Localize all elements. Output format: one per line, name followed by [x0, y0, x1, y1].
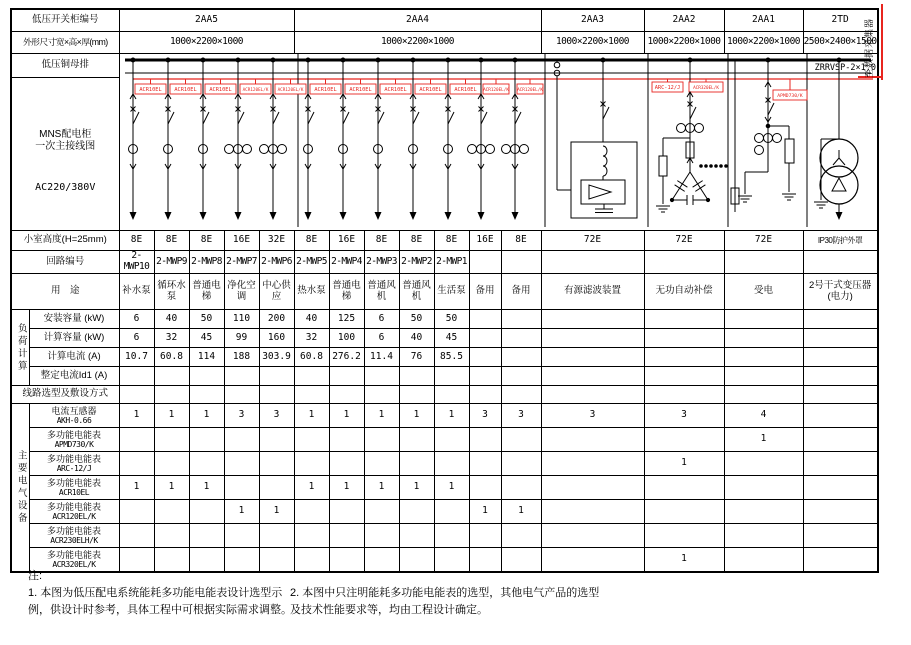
svg-text:ACR10EL: ACR10EL — [174, 86, 197, 93]
equipment-label: 多功能电能表 ACR120EL/K — [29, 500, 119, 524]
setting-current-value — [224, 367, 259, 386]
equipment-count-value: 1 — [189, 404, 224, 428]
equipment-label: 多功能电能表 ACR320EL/K — [29, 548, 119, 572]
equipment-count-value — [541, 500, 644, 524]
row-label-calc-current: 计算电流 (A) — [29, 348, 119, 367]
equipment-label: 多功能电能表 ACR10EL — [29, 476, 119, 500]
cell-height-value: 16E — [224, 231, 259, 251]
installed-value — [501, 310, 541, 329]
line-selection-value — [329, 386, 364, 404]
cabinet-size: 1000×2200×1000 — [644, 31, 724, 53]
equipment-count-value — [154, 500, 189, 524]
equipment-count-value — [294, 524, 329, 548]
usage-value: 无功自动补偿 — [644, 274, 724, 310]
line-selection-value — [119, 386, 154, 404]
circuit-no-value: 2-MWP3 — [364, 251, 399, 274]
equipment-count-value: 1 — [724, 428, 803, 452]
equipment-count-value: 3 — [541, 404, 644, 428]
equipment-count-value: 3 — [469, 404, 501, 428]
collector-label: 至数据采集器 — [864, 17, 874, 78]
setting-current-value — [329, 367, 364, 386]
installed-value: 50 — [399, 310, 434, 329]
equipment-count-value — [501, 452, 541, 476]
equipment-count-value — [154, 452, 189, 476]
equipment-count-value: 1 — [399, 476, 434, 500]
installed-value — [469, 310, 501, 329]
cabinet-name: 2AA1 — [724, 9, 803, 31]
usage-value: 生活泵 — [434, 274, 469, 310]
equipment-count-value — [644, 428, 724, 452]
row-label-installed: 安装容量 (kW) — [29, 310, 119, 329]
usage-value: 中心供应 — [259, 274, 294, 310]
equipment-count-value — [119, 452, 154, 476]
cabinet-name: 2AA3 — [541, 9, 644, 31]
circuit-no-value: 2-MWP4 — [329, 251, 364, 274]
line-selection-value — [644, 386, 724, 404]
cabinet-size: 1000×2200×1000 — [541, 31, 644, 53]
equipment-count-value: 1 — [224, 500, 259, 524]
equipment-count-value: 1 — [364, 476, 399, 500]
equipment-count-value: 1 — [644, 548, 724, 572]
line-selection-value — [434, 386, 469, 404]
usage-value: 备用 — [469, 274, 501, 310]
row-label-cabinet-no: 低压开关柜编号 — [11, 9, 119, 31]
equipment-count-value — [224, 428, 259, 452]
equipment-count-value — [399, 452, 434, 476]
equipment-count-value — [803, 548, 878, 572]
setting-current-value — [724, 367, 803, 386]
circuit-no-value: 2-MWP2 — [399, 251, 434, 274]
equipment-count-value: 1 — [501, 500, 541, 524]
equipment-count-value — [399, 428, 434, 452]
line-selection-value — [364, 386, 399, 404]
usage-value: 普通电梯 — [189, 274, 224, 310]
equipment-count-value — [329, 452, 364, 476]
equipment-count-value — [259, 452, 294, 476]
collector-drop-line — [881, 4, 883, 80]
calc-current-value: 60.8 — [294, 348, 329, 367]
equipment-count-value — [329, 548, 364, 572]
cell-height-value: 8E — [364, 231, 399, 251]
equipment-count-value: 1 — [364, 404, 399, 428]
equipment-count-value — [434, 500, 469, 524]
svg-text:ACR10EL: ACR10EL — [209, 86, 232, 93]
calc-capacity-value: 40 — [399, 329, 434, 348]
equipment-count-value: 1 — [154, 476, 189, 500]
cell-height-value: 8E — [399, 231, 434, 251]
svg-text:ACR120EL/K: ACR120EL/K — [517, 87, 544, 93]
cabinet-size: 1000×2200×1000 — [294, 31, 541, 53]
usage-value: 普通风机 — [399, 274, 434, 310]
equipment-label: 多功能电能表 ARC-12/J — [29, 452, 119, 476]
equipment-count-value — [644, 524, 724, 548]
calc-capacity-value — [724, 329, 803, 348]
usage-value: 循环水泵 — [154, 274, 189, 310]
calc-capacity-value — [469, 329, 501, 348]
installed-value — [644, 310, 724, 329]
cabinet-size: 2500×2400×1500 — [803, 31, 878, 53]
circuit-no-value — [803, 251, 878, 274]
line-selection-value — [154, 386, 189, 404]
setting-current-value — [259, 367, 294, 386]
single-line-diagram-cell — [119, 53, 878, 231]
equipment-count-value: 1 — [294, 404, 329, 428]
equipment-count-value — [329, 524, 364, 548]
equipment-count-value — [469, 548, 501, 572]
calc-current-value — [803, 348, 878, 367]
row-label-busbar: 低压铜母排 — [11, 53, 119, 78]
equipment-count-value: 3 — [224, 404, 259, 428]
line-selection-value — [469, 386, 501, 404]
svg-text:ACR120EL/K: ACR120EL/K — [242, 87, 269, 93]
row-label-mns: MNS配电柜 一次主接线图 AC220/380V — [11, 78, 119, 231]
equipment-label: 多功能电能表 ACR230ELH/K — [29, 524, 119, 548]
installed-value — [541, 310, 644, 329]
row-label-cell-height: 小室高度(H=25mm) — [11, 231, 119, 251]
svg-text:ACR10EL: ACR10EL — [139, 86, 162, 93]
single-line-diagram — [123, 54, 873, 227]
calc-current-value — [644, 348, 724, 367]
equipment-count-value — [724, 452, 803, 476]
usage-value: 有源滤波装置 — [541, 274, 644, 310]
setting-current-value — [469, 367, 501, 386]
equipment-count-value — [434, 548, 469, 572]
calc-capacity-value — [803, 329, 878, 348]
calc-capacity-value: 45 — [189, 329, 224, 348]
installed-value: 50 — [189, 310, 224, 329]
equipment-count-value: 3 — [644, 404, 724, 428]
equipment-label: 电流互感器 AKH-0.66 — [29, 404, 119, 428]
calc-current-value: 276.2 — [329, 348, 364, 367]
cell-height-value: 8E — [189, 231, 224, 251]
circuit-no-value: 2-MWP9 — [154, 251, 189, 274]
group-label-main-equipment: 主要电气设备 — [11, 404, 29, 572]
row-label-line-selection: 线路选型及敷设方式 — [11, 386, 119, 404]
equipment-count-value — [469, 428, 501, 452]
cell-height-value: 8E — [154, 231, 189, 251]
svg-text:ARC-12/J: ARC-12/J — [654, 84, 681, 91]
svg-text:ACR10EL: ACR10EL — [419, 86, 442, 93]
installed-value: 200 — [259, 310, 294, 329]
equipment-count-value — [434, 524, 469, 548]
line-selection-value — [501, 386, 541, 404]
setting-current-value — [541, 367, 644, 386]
equipment-count-value — [364, 428, 399, 452]
equipment-count-value — [469, 452, 501, 476]
equipment-count-value — [541, 524, 644, 548]
cabinet-name: 2TD — [803, 9, 878, 31]
notes-block-1 — [28, 568, 298, 619]
equipment-count-value: 1 — [434, 404, 469, 428]
calc-capacity-value: 99 — [224, 329, 259, 348]
cell-height-value: 72E — [724, 231, 803, 251]
cabinet-name: 2AA5 — [119, 9, 294, 31]
equipment-count-value: 1 — [434, 476, 469, 500]
cell-height-value: 32E — [259, 231, 294, 251]
svg-text:ACR120EL/K: ACR120EL/K — [483, 87, 510, 93]
calc-current-value: 188 — [224, 348, 259, 367]
cell-height-value: 72E — [541, 231, 644, 251]
usage-value: 2号干式变压器(电力) — [803, 274, 878, 310]
installed-value — [803, 310, 878, 329]
circuit-no-value: 2-MWP8 — [189, 251, 224, 274]
equipment-count-value — [224, 476, 259, 500]
equipment-count-value — [399, 500, 434, 524]
equipment-count-value — [364, 548, 399, 572]
equipment-count-value: 3 — [259, 404, 294, 428]
equipment-count-value — [364, 524, 399, 548]
equipment-count-value: 1 — [119, 476, 154, 500]
notes-heading: 注: — [28, 570, 43, 582]
setting-current-value — [501, 367, 541, 386]
cell-height-value: 16E — [469, 231, 501, 251]
equipment-count-value — [803, 476, 878, 500]
cabinet-name: 2AA4 — [294, 9, 541, 31]
svg-text:ACR10EL: ACR10EL — [349, 86, 372, 93]
equipment-count-value — [329, 500, 364, 524]
equipment-count-value — [119, 500, 154, 524]
calc-current-value — [469, 348, 501, 367]
usage-value: 受电 — [724, 274, 803, 310]
equipment-count-value: 1 — [119, 404, 154, 428]
cell-height-value: 8E — [119, 231, 154, 251]
circuit-no-value: 2-MWP5 — [294, 251, 329, 274]
row-label-setting-current: 整定电流Id1 (A) — [29, 367, 119, 386]
note-1: 1. 本图为低压配电系统能耗多功能电能表设计选型示例，供设计时参考，具体工程中可根据实际需求调整。 — [28, 587, 292, 617]
equipment-count-value — [224, 452, 259, 476]
calc-capacity-value — [644, 329, 724, 348]
circuit-no-value — [469, 251, 501, 274]
equipment-count-value — [294, 452, 329, 476]
equipment-count-value — [803, 500, 878, 524]
equipment-count-value — [189, 524, 224, 548]
equipment-count-value — [541, 428, 644, 452]
equipment-count-value — [541, 476, 644, 500]
line-selection-value — [294, 386, 329, 404]
equipment-count-value — [364, 500, 399, 524]
calc-capacity-value — [541, 329, 644, 348]
cell-height-value: 8E — [501, 231, 541, 251]
calc-current-value — [724, 348, 803, 367]
calc-current-value — [541, 348, 644, 367]
equipment-count-value — [644, 476, 724, 500]
setting-current-value — [644, 367, 724, 386]
usage-value: 普通风机 — [364, 274, 399, 310]
calc-current-value — [501, 348, 541, 367]
equipment-count-value — [329, 428, 364, 452]
cell-height-value: 8E — [434, 231, 469, 251]
note-2: 2. 本图中只注明能耗多功能电能表的选型，其他电气产品的选型及技术性能要求等，均由工程设计确定。 — [290, 587, 600, 617]
equipment-count-value — [541, 548, 644, 572]
comm-cable-label: ZRRVSP-2×1.0 — [814, 63, 876, 73]
equipment-count-value — [501, 524, 541, 548]
equipment-count-value — [119, 428, 154, 452]
circuit-no-value: 2-MWP6 — [259, 251, 294, 274]
equipment-count-value — [803, 404, 878, 428]
equipment-count-value — [399, 548, 434, 572]
line-selection-value — [189, 386, 224, 404]
equipment-count-value — [189, 452, 224, 476]
line-selection-value — [541, 386, 644, 404]
equipment-count-value — [469, 524, 501, 548]
usage-value: 备用 — [501, 274, 541, 310]
cabinet-size: 1000×2200×1000 — [724, 31, 803, 53]
equipment-count-value — [541, 452, 644, 476]
calc-capacity-value: 6 — [119, 329, 154, 348]
equipment-count-value — [224, 524, 259, 548]
setting-current-value — [154, 367, 189, 386]
calc-current-value: 76 — [399, 348, 434, 367]
circuit-no-value: 2-MWP1 — [434, 251, 469, 274]
setting-current-value — [434, 367, 469, 386]
cell-height-value: 72E — [644, 231, 724, 251]
circuit-no-value — [501, 251, 541, 274]
calc-capacity-value: 100 — [329, 329, 364, 348]
equipment-count-value: 1 — [154, 404, 189, 428]
equipment-count-value — [501, 476, 541, 500]
cabinet-size: 1000×2200×1000 — [119, 31, 294, 53]
equipment-count-value — [119, 524, 154, 548]
equipment-count-value: 1 — [644, 452, 724, 476]
equipment-count-value — [803, 428, 878, 452]
notes-block-2 — [290, 585, 600, 619]
setting-current-value — [119, 367, 154, 386]
circuit-no-value: 2-MWP7 — [224, 251, 259, 274]
calc-current-value: 303.9 — [259, 348, 294, 367]
equipment-count-value — [294, 428, 329, 452]
equipment-count-value — [189, 500, 224, 524]
equipment-count-value — [434, 452, 469, 476]
circuit-no-value — [644, 251, 724, 274]
equipment-count-value — [724, 500, 803, 524]
installed-value: 6 — [364, 310, 399, 329]
equipment-count-value — [294, 548, 329, 572]
calc-capacity-value: 160 — [259, 329, 294, 348]
equipment-count-value: 1 — [329, 476, 364, 500]
equipment-count-value — [501, 428, 541, 452]
equipment-count-value: 1 — [469, 500, 501, 524]
installed-value: 40 — [294, 310, 329, 329]
circuit-no-value — [724, 251, 803, 274]
installed-value: 110 — [224, 310, 259, 329]
row-label-circuit-no: 回路编号 — [11, 251, 119, 274]
equipment-count-value — [259, 524, 294, 548]
cell-height-value: 8E — [294, 231, 329, 251]
usage-value: 热水泵 — [294, 274, 329, 310]
equipment-count-value — [259, 476, 294, 500]
row-label-usage: 用 途 — [11, 274, 119, 310]
usage-value: 净化空调 — [224, 274, 259, 310]
equipment-count-value — [294, 500, 329, 524]
calc-current-value: 60.8 — [154, 348, 189, 367]
equipment-count-value — [724, 476, 803, 500]
svg-text:ACR320EL/K: ACR320EL/K — [693, 85, 720, 91]
equipment-count-value — [364, 452, 399, 476]
switchgear-table — [10, 8, 879, 573]
equipment-count-value: 1 — [259, 500, 294, 524]
setting-current-value — [294, 367, 329, 386]
installed-value: 125 — [329, 310, 364, 329]
equipment-count-value — [803, 524, 878, 548]
calc-current-value: 114 — [189, 348, 224, 367]
calc-capacity-value — [501, 329, 541, 348]
svg-text:ACR10EL: ACR10EL — [384, 86, 407, 93]
svg-text:ACR10EL: ACR10EL — [454, 86, 477, 93]
equipment-count-value — [724, 524, 803, 548]
line-selection-value — [724, 386, 803, 404]
line-selection-value — [803, 386, 878, 404]
equipment-count-value — [434, 428, 469, 452]
equipment-count-value: 3 — [501, 404, 541, 428]
line-selection-value — [259, 386, 294, 404]
svg-text:ACR10EL: ACR10EL — [314, 86, 337, 93]
cabinet-name: 2AA2 — [644, 9, 724, 31]
equipment-count-value — [189, 428, 224, 452]
equipment-count-value — [469, 476, 501, 500]
installed-value: 40 — [154, 310, 189, 329]
calc-current-value: 11.4 — [364, 348, 399, 367]
equipment-count-value — [644, 500, 724, 524]
circuit-no-value: 2-MWP10 — [119, 251, 154, 274]
usage-value: 普通电梯 — [329, 274, 364, 310]
equipment-count-value: 1 — [329, 404, 364, 428]
calc-current-value: 10.7 — [119, 348, 154, 367]
equipment-count-value — [154, 524, 189, 548]
equipment-label: 多功能电能表 APMD730/K — [29, 428, 119, 452]
row-label-dimensions: 外形尺寸宽×高×厚(mm) — [11, 31, 119, 53]
line-selection-value — [399, 386, 434, 404]
installed-value: 6 — [119, 310, 154, 329]
equipment-count-value: 4 — [724, 404, 803, 428]
calc-capacity-value: 45 — [434, 329, 469, 348]
equipment-count-value — [724, 548, 803, 572]
calc-capacity-value: 32 — [294, 329, 329, 348]
calc-capacity-value: 6 — [364, 329, 399, 348]
svg-text:ACR120EL/K: ACR120EL/K — [277, 87, 304, 93]
equipment-count-value: 1 — [189, 476, 224, 500]
setting-current-value — [364, 367, 399, 386]
usage-value: 补水泵 — [119, 274, 154, 310]
cell-height-value: IP30防护外罩 — [803, 231, 878, 251]
equipment-count-value: 1 — [294, 476, 329, 500]
equipment-count-value — [154, 428, 189, 452]
calc-capacity-value: 32 — [154, 329, 189, 348]
equipment-count-value — [803, 452, 878, 476]
installed-value — [724, 310, 803, 329]
equipment-count-value: 1 — [399, 404, 434, 428]
calc-current-value: 85.5 — [434, 348, 469, 367]
group-label-load-calc: 负荷计算 — [11, 310, 29, 386]
circuit-no-value — [541, 251, 644, 274]
setting-current-value — [189, 367, 224, 386]
installed-value: 50 — [434, 310, 469, 329]
setting-current-value — [803, 367, 878, 386]
line-selection-value — [224, 386, 259, 404]
svg-text:APMD730/K: APMD730/K — [777, 93, 803, 99]
equipment-count-value — [501, 548, 541, 572]
setting-current-value — [399, 367, 434, 386]
equipment-count-value — [399, 524, 434, 548]
row-label-calc-capacity: 计算容量 (kW) — [29, 329, 119, 348]
equipment-count-value — [259, 428, 294, 452]
cell-height-value: 16E — [329, 231, 364, 251]
